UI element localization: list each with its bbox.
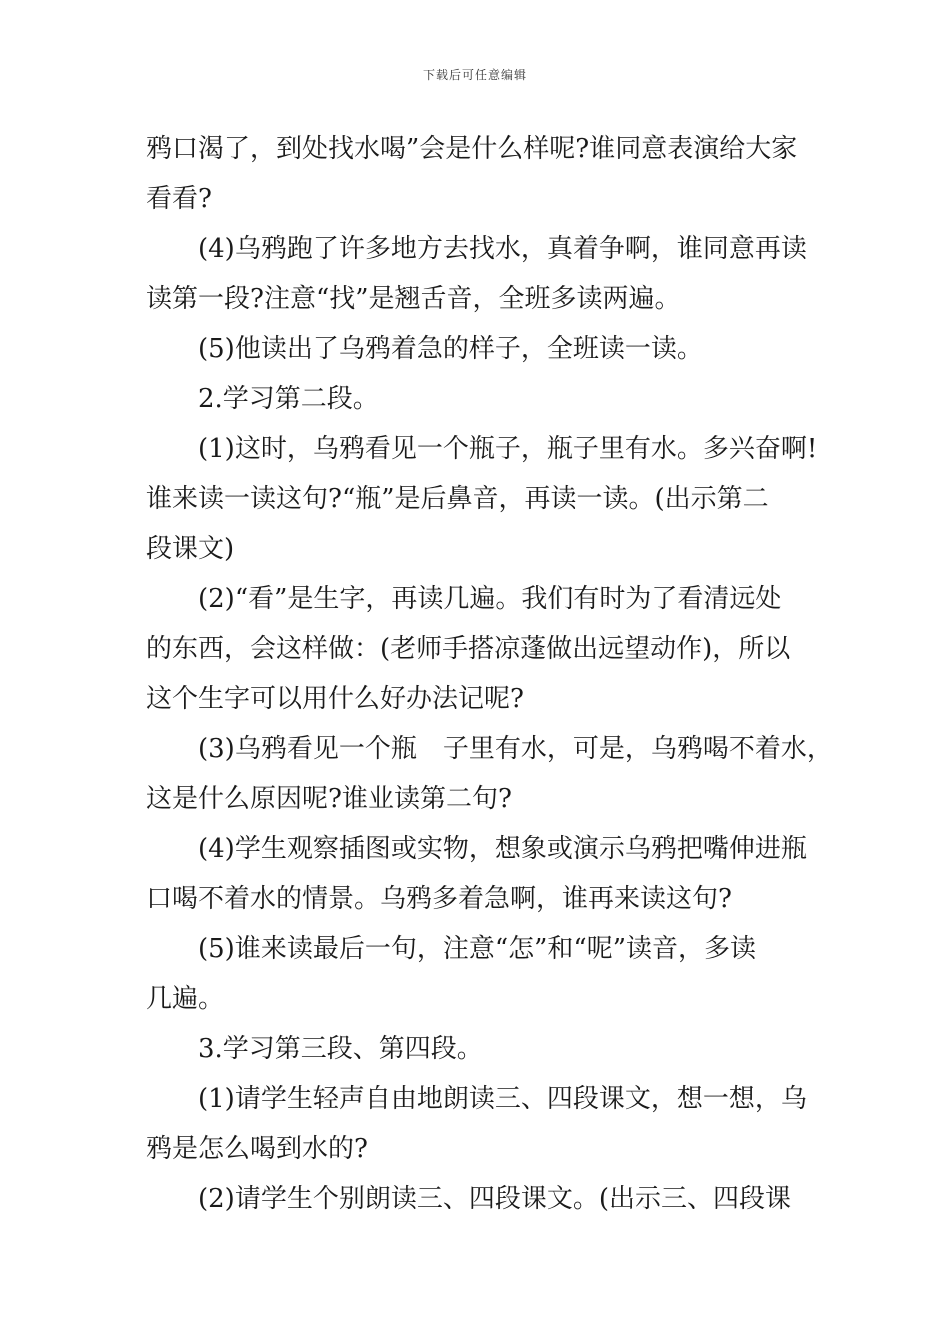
text-line: (2)“看”是生字，再读几遍。我们有时为了看清远处	[198, 584, 782, 614]
section-heading: 3.学习第三段、第四段。	[198, 1034, 483, 1064]
text-line: (1)请学生轻声自由地朗读三、四段课文，想一想，乌	[198, 1084, 807, 1114]
document-body	[146, 124, 833, 1224]
section-heading: 2.学习第二段。	[198, 384, 379, 414]
text-line: 这个生字可以用什么好办法记呢?	[146, 684, 524, 714]
text-line: 鸦是怎么喝到水的?	[146, 1134, 368, 1164]
text-line: (1)这时，乌鸦看见一个瓶子，瓶子里有水。多兴奋啊!	[198, 434, 818, 464]
text-line: (5)他读出了乌鸦着急的样子，全班读一读。	[198, 334, 703, 364]
text-line: 的东西，会这样做：(老师手搭凉蓬做出远望动作)，所以	[146, 634, 791, 664]
text-line: 读第一段?注意“找”是翘舌音，全班多读两遍。	[146, 284, 681, 314]
text-line: (4)乌鸦跑了许多地方去找水，真着争啊，谁同意再读	[198, 234, 807, 264]
text-line: 这是什么原因呢?谁业读第二句?	[146, 784, 512, 814]
text-line: 谁来读一读这句?“瓶”是后鼻音，再读一读。(出示第二	[146, 484, 769, 514]
text-line: (5)谁来读最后一句，注意“怎”和“呢”读音，多读	[198, 934, 756, 964]
text-line: 鸦口渴了，到处找水喝”会是什么样呢?谁同意表演给大家	[146, 134, 798, 164]
text-line: 看看?	[146, 184, 212, 214]
text-line: 几遍。	[146, 984, 225, 1014]
text-line: 口喝不着水的情景。乌鸦多着急啊，谁再来读这句?	[146, 884, 732, 914]
page-header: 下载后可任意编辑	[422, 68, 527, 82]
text-line: (3)乌鸦看见一个瓶 子里有水，可是，乌鸦喝不着水，	[198, 734, 833, 764]
text-line: (2)请学生个别朗读三、四段课文。(出示三、四段课	[198, 1184, 791, 1214]
text-line: 段课文)	[146, 534, 235, 564]
text-line: (4)学生观察插图或实物，想象或演示乌鸦把嘴伸进瓶	[198, 834, 807, 864]
